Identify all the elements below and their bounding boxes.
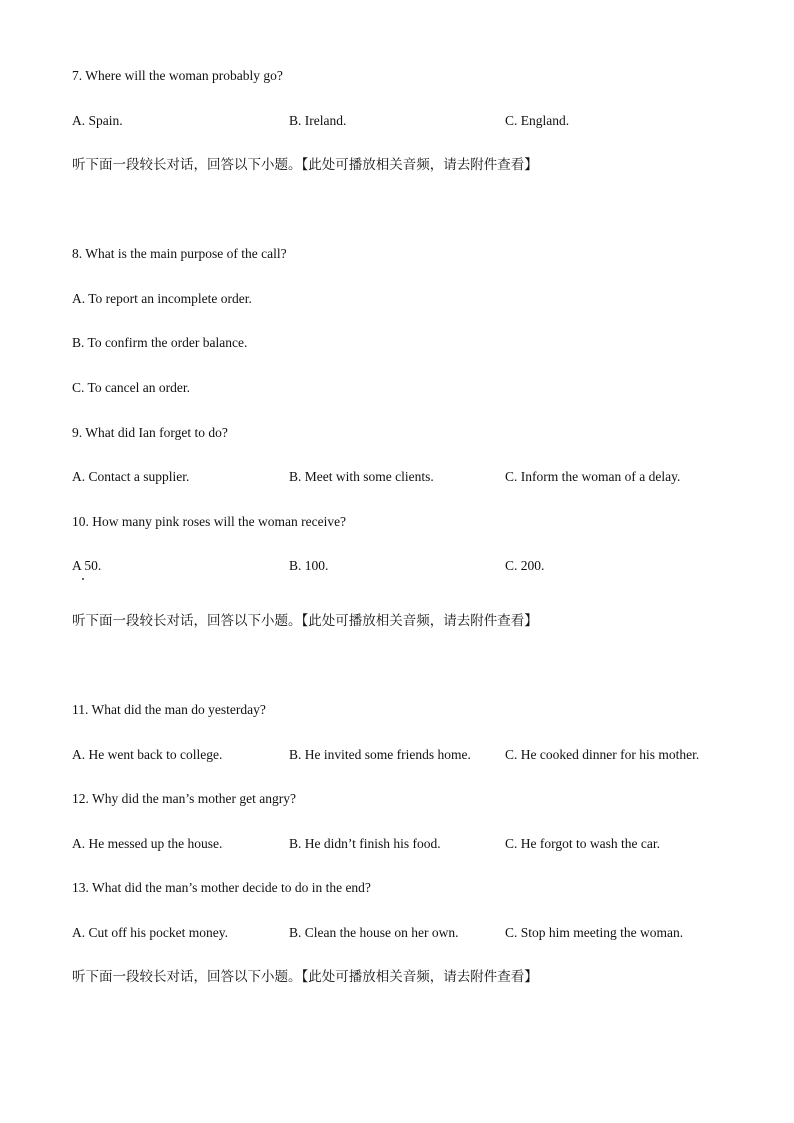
q8-option-b: B. To confirm the order balance. [72,335,248,350]
q8-option-c: C. To cancel an order. [72,380,191,395]
q9-option-b: B. Meet with some clients. [289,469,434,484]
audio-notice-3: 听下面一段较长对话，回答以下小题。【此处可播放相关音频，请去附件查看】 [72,969,538,985]
q10-option-a: A 50. [72,558,102,573]
q13-option-c: C. Stop him meeting the woman. [505,925,684,940]
q13-option-b: B. Clean the house on her own. [289,925,459,940]
question-13: 13. What did the man’s mother decide to do in the end? [72,880,371,895]
q13-option-a: A. Cut off his pocket money. [72,925,228,940]
q9-option-a: A. Contact a supplier. [72,469,190,484]
q12-option-a: A. He messed up the house. [72,836,223,851]
q12-option-c: C. He forgot to wash the car. [505,836,660,851]
question-8: 8. What is the main purpose of the call? [72,246,287,261]
audio-notice-2: 听下面一段较长对话，回答以下小题。【此处可播放相关音频，请去附件查看】 [72,613,538,629]
stray-dot [82,578,84,580]
question-9: 9. What did Ian forget to do? [72,425,228,440]
q7-option-c: C. England. [505,113,570,128]
q9-option-c: C. Inform the woman of a delay. [505,469,681,484]
q11-option-a: A. He went back to college. [72,747,223,762]
q12-option-b: B. He didn’t finish his food. [289,836,441,851]
q10-option-b: B. 100. [289,558,329,573]
audio-notice-1: 听下面一段较长对话，回答以下小题。【此处可播放相关音频，请去附件查看】 [72,157,538,173]
question-10: 10. How many pink roses will the woman receive? [72,514,347,529]
q11-option-c: C. He cooked dinner for his mother. [505,747,700,762]
q10-option-c: C. 200. [505,558,545,573]
question-7: 7. Where will the woman probably go? [72,68,283,83]
question-11: 11. What did the man do yesterday? [72,702,266,717]
q11-option-b: B. He invited some friends home. [289,747,471,762]
q7-option-b: B. Ireland. [289,113,347,128]
q7-option-a: A. Spain. [72,113,123,128]
question-12: 12. Why did the man’s mother get angry? [72,791,296,806]
q8-option-a: A. To report an incomplete order. [72,291,252,306]
